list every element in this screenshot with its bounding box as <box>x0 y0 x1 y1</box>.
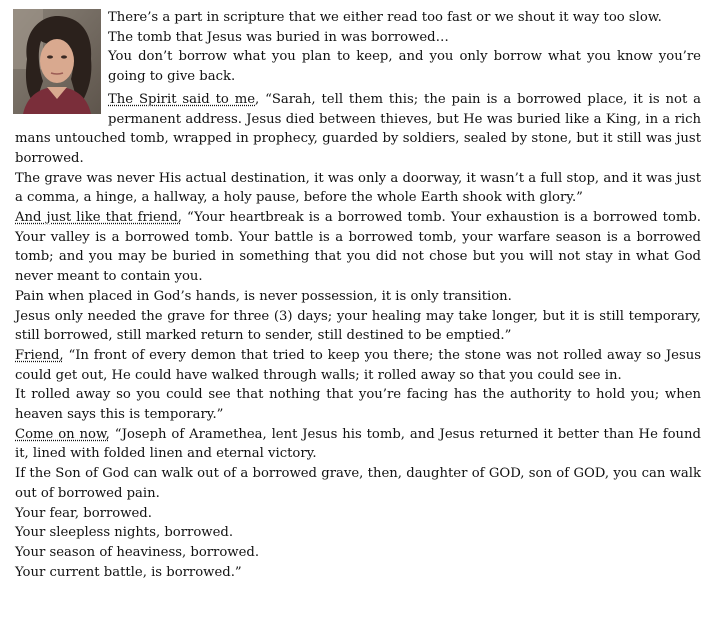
paragraph-spirit <box>15 90 701 169</box>
closing-line-2: Your sleepless nights, borrowed. <box>15 525 234 541</box>
paragraph-friend-heartbreak <box>15 208 701 287</box>
paragraph-pain: Pain when placed in God’s hands, is never possession, it is only transition. <box>15 288 512 304</box>
closing-line-1: Your fear, borrowed. <box>15 505 152 521</box>
paragraph-rolled-away: It rolled away so you could see that nothing that you’re facing has the authority to hold you; when heaven says this is temporary.” <box>15 387 701 423</box>
closing-line-3: Your season of heaviness, borrowed. <box>15 544 260 560</box>
paragraph-three-days: Jesus only needed the grave for three (3) days; your healing may take longer, but it is still temporary, still borrowed, still marked return to sender, still destined to be emptied.” <box>15 308 701 344</box>
intro-line-2: The tomb that Jesus was buried in was borrowed… <box>108 29 449 45</box>
paragraph-joseph-text: “Joseph of Aramethea, lent Jesus his tomb, and Jesus returned it better than He found it, lined with folded linen and eternal victory. <box>15 426 701 462</box>
paragraph-spirit-text: , “Sarah, tell them this; the pain is a borrowed place, it is not a permanent address. Jesus died between thieves, but He was buried like a King, in a rich mans untouched tomb, wrapped in prophecy, guarded by soldiers, sealed by stone, but it still was just borrowed. <box>15 91 702 166</box>
lead-friend-2: Friend, <box>15 347 64 363</box>
lead-come-on-now: Come on now, <box>15 426 110 442</box>
paragraph-grave: The grave was never His actual destination, it was only a doorway, it wasn’t a full stop, and it was just a comma, a hinge, a hallway, a holy pause, before the whole Earth shook with glory.” <box>15 170 701 206</box>
intro-line-3: You don’t borrow what you plan to keep, and you only borrow what you know you’re going to give back. <box>108 49 701 85</box>
photo-spacer <box>15 8 105 111</box>
lead-friend: And just like that friend, <box>15 210 182 226</box>
lead-spirit: The Spirit said to me <box>108 91 256 107</box>
paragraph-friend-heartbreak-text: “Your heartbreak is a borrowed tomb. Your exhaustion is a borrowed tomb. Your valley is a borrowed tomb. Your battle is a borrowed tomb, your warfare season is a borrowed tomb; and you may be buried in something that you did not chose but you will not stay in what God never meant to contain you. <box>15 210 701 285</box>
intro-line-1: There’s a part in scripture that we either read too fast or we shout it way too slow. <box>108 10 662 25</box>
paragraph-joseph <box>15 425 701 464</box>
closing-line-4: Your current battle, is borrowed.” <box>15 564 242 580</box>
post-body <box>15 8 701 582</box>
paragraph-son-of-god: If the Son of God can walk out of a borrowed grave, then, daughter of GOD, son of GOD, you can walk out of borrowed pain. <box>15 466 701 501</box>
paragraph-stone-text: “In front of every demon that tried to keep you there; the stone was not rolled away so Jesus could get out, He could have walked through walls; it rolled away so that you could see in. <box>15 347 701 383</box>
paragraph-stone <box>15 346 701 385</box>
